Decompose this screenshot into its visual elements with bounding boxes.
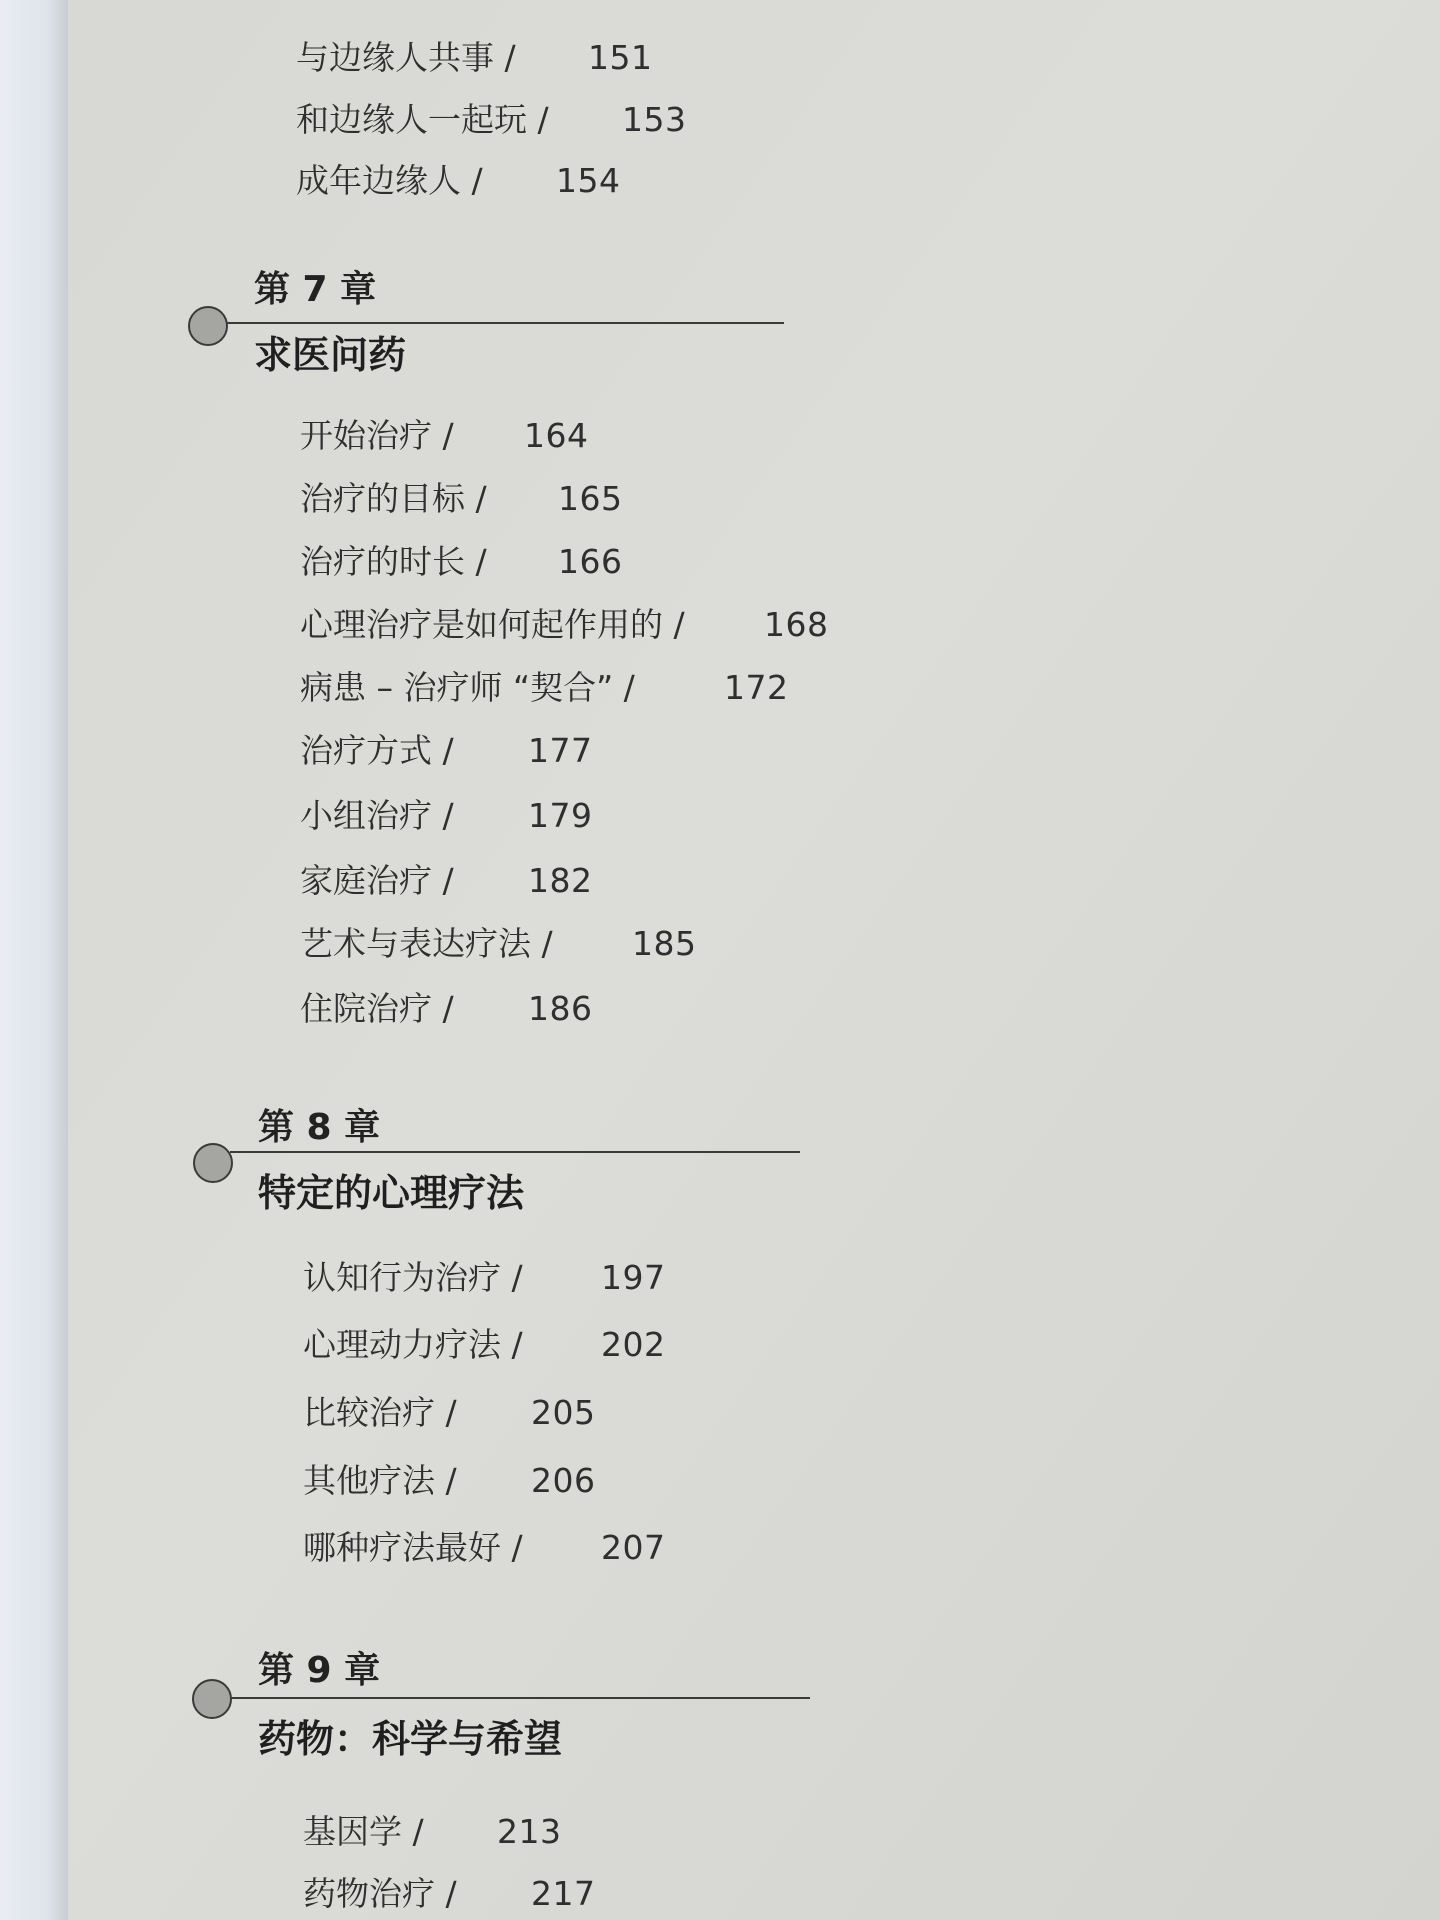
- toc-entry: [296, 157, 621, 205]
- toc-entry-page: 166: [558, 542, 623, 581]
- toc-entry: [300, 920, 697, 968]
- toc-entry-page: 205: [531, 1393, 596, 1432]
- chapter-rule: [230, 1151, 800, 1153]
- toc-entry-title: 治疗方式 /: [300, 731, 454, 770]
- toc-entry: [300, 538, 623, 586]
- toc-entry-page: 213: [497, 1812, 562, 1851]
- toc-entry-page: 164: [524, 416, 589, 455]
- toc-entry-title: 其他疗法 /: [303, 1461, 457, 1500]
- chapter-title: 药物：科学与希望: [258, 1717, 563, 1761]
- toc-entry: [300, 412, 589, 460]
- toc-entry: [303, 1321, 666, 1369]
- toc-entry-title: 病患 – 治疗师 “契合” /: [300, 668, 635, 707]
- adjacent-page-edge: [0, 0, 68, 1920]
- toc-entry-title: 心理治疗是如何起作用的 /: [300, 605, 685, 644]
- toc-entry-title: 认知行为治疗 /: [303, 1258, 523, 1297]
- toc-entry-title: 哪种疗法最好 /: [303, 1528, 523, 1567]
- toc-entry-title: 与边缘人共事 /: [296, 38, 516, 77]
- toc-entry-page: 168: [764, 605, 829, 644]
- toc-entry-page: 186: [528, 989, 593, 1028]
- chapter-rule: [230, 1697, 810, 1699]
- toc-entry-title: 药物治疗 /: [303, 1874, 457, 1913]
- chapter-marker-dot: [188, 306, 228, 346]
- toc-entry-page: 207: [601, 1528, 666, 1567]
- toc-entry-page: 172: [724, 668, 789, 707]
- chapter-number: 第 9 章: [258, 1650, 381, 1691]
- chapter-title: 特定的心理疗法: [258, 1171, 525, 1215]
- toc-entry-page: 177: [528, 731, 593, 770]
- toc-entry: [300, 601, 829, 649]
- toc-entry-page: 197: [601, 1258, 666, 1297]
- toc-entry: [296, 34, 653, 82]
- toc-entry-page: 206: [531, 1461, 596, 1500]
- toc-entry-title: 艺术与表达疗法 /: [300, 924, 553, 963]
- toc-entry-title: 基因学 /: [303, 1812, 424, 1851]
- toc-entry: [300, 727, 593, 775]
- chapter-rule: [226, 322, 784, 324]
- toc-entry-title: 小组治疗 /: [300, 796, 454, 835]
- toc-entry-page: 165: [558, 479, 623, 518]
- chapter-number: 第 7 章: [254, 269, 377, 310]
- chapter-marker-dot: [193, 1143, 233, 1183]
- toc-entry-page: 153: [622, 100, 687, 139]
- toc-entry-title: 比较治疗 /: [303, 1393, 457, 1432]
- chapter-marker-dot: [192, 1679, 232, 1719]
- toc-entry-title: 住院治疗 /: [300, 989, 454, 1028]
- chapter-number: 第 8 章: [258, 1107, 381, 1148]
- toc-entry-page: 182: [528, 861, 593, 900]
- toc-entry: [303, 1389, 596, 1437]
- toc-entry: [303, 1524, 666, 1572]
- toc-entry: [300, 664, 789, 712]
- toc-entry-title: 治疗的时长 /: [300, 542, 487, 581]
- toc-entry: [303, 1254, 666, 1302]
- toc-entry: [303, 1457, 596, 1505]
- toc-entry-page: 154: [556, 161, 621, 200]
- toc-entry: [300, 475, 623, 523]
- toc-entry: [300, 857, 593, 905]
- toc-entry-page: 217: [531, 1874, 596, 1913]
- toc-entry-page: 185: [632, 924, 697, 963]
- toc-entry-title: 治疗的目标 /: [300, 479, 487, 518]
- toc-entry-title: 家庭治疗 /: [300, 861, 454, 900]
- toc-entry-page: 151: [588, 38, 653, 77]
- toc-entry-page: 202: [601, 1325, 666, 1364]
- toc-entry-title: 成年边缘人 /: [296, 161, 483, 200]
- toc-entry: [303, 1808, 562, 1856]
- toc-entry: [300, 985, 593, 1033]
- toc-entry-title: 心理动力疗法 /: [303, 1325, 523, 1364]
- toc-entry-title: 和边缘人一起玩 /: [296, 100, 549, 139]
- toc-entry: [296, 96, 687, 144]
- chapter-title: 求医问药: [254, 333, 407, 377]
- toc-entry-title: 开始治疗 /: [300, 416, 454, 455]
- toc-entry: [300, 792, 593, 840]
- toc-entry-page: 179: [528, 796, 593, 835]
- toc-entry: [303, 1870, 596, 1918]
